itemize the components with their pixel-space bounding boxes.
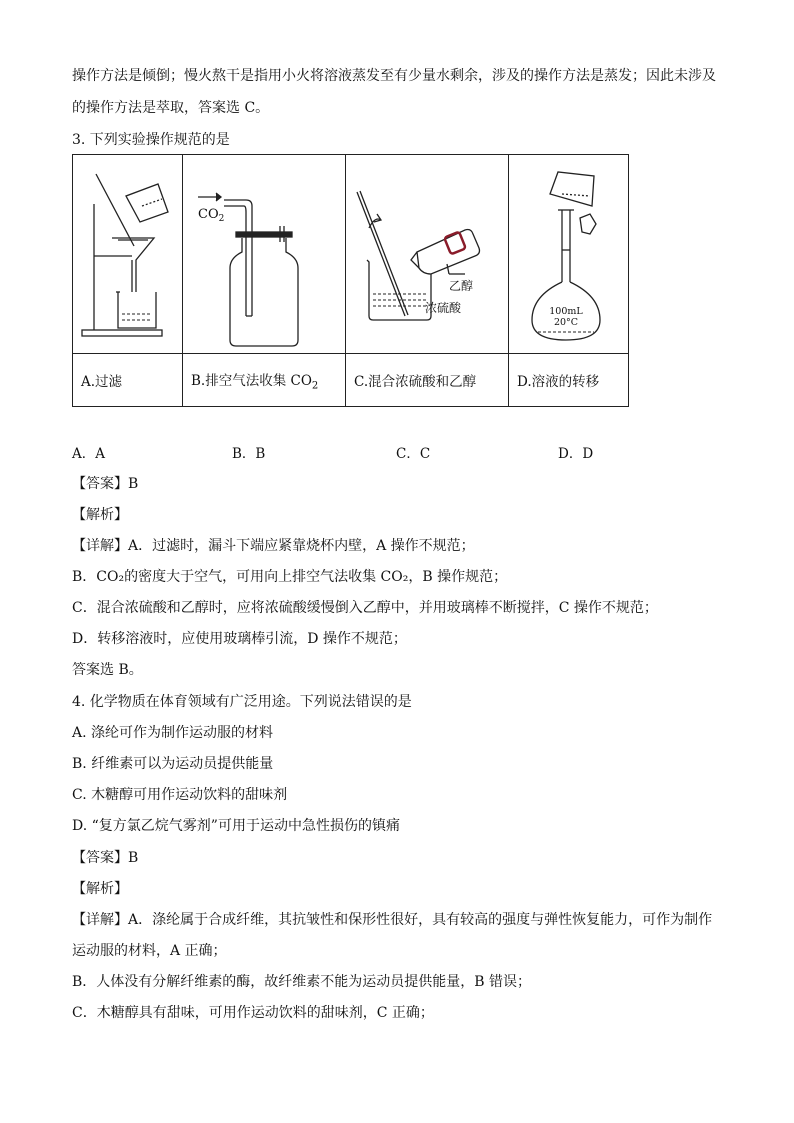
sulfuric-acid-label: 浓硫酸	[425, 301, 462, 315]
figure-b-gas-collection	[183, 155, 346, 354]
q3-analysis-title: 【解析】	[72, 507, 128, 523]
caption-b-subscript: 2	[311, 380, 319, 392]
q4-explain-line-1: 【详解】A．涤纶属于合成纤维，其抗皱性和保形性很好，具有较高的强度与弹性恢复能力，可作为制作	[72, 912, 713, 928]
q3-explain-line-3: C．混合浓硫酸和乙醇时，应将浓硫酸缓慢倒入乙醇中，并用玻璃棒不断搅拌，C 操作不规范；	[72, 600, 658, 616]
figure-c-mixing	[346, 155, 509, 354]
filtration-apparatus-icon	[74, 156, 182, 352]
q3-option-c: C．C	[396, 446, 431, 462]
caption-b-text: B.排空气法收集 CO	[191, 372, 312, 389]
volumetric-flask-icon	[510, 156, 628, 352]
q3-answer: 【答案】B	[72, 476, 139, 492]
q4-analysis-title: 【解析】	[72, 881, 128, 897]
mixing-apparatus-icon	[347, 156, 507, 352]
q3-explain-line-4: D．转移溶液时，应使用玻璃棒引流，D 操作不规范；	[72, 631, 407, 647]
question-3-options	[72, 444, 672, 464]
figure-a-filtration	[73, 155, 183, 354]
gas-bottle-apparatus-icon	[184, 156, 344, 352]
q4-answer: 【答案】B	[72, 850, 139, 866]
q3-explain-line-5: 答案选 B。	[72, 662, 143, 678]
question-4-stem: 4. 化学物质在体育领域有广泛用途。下列说法错误的是	[72, 694, 412, 710]
q3-option-b: B．B	[232, 446, 266, 462]
flask-volume-label: 100mL	[548, 306, 583, 317]
q3-explain-line-1: 【详解】A．过滤时，漏斗下端应紧靠烧杯内壁，A 操作不规范；	[72, 538, 475, 554]
question-3-table	[72, 154, 629, 407]
intro-line-1: 操作方法是倾倒；慢火熬干是指用小火将溶液蒸发至有少量水剩余，涉及的操作方法是蒸发；因此未涉及	[72, 68, 716, 84]
co2-subscript: 2	[218, 214, 225, 224]
q4-option-b: B. 纤维素可以为运动员提供能量	[72, 756, 274, 772]
q4-explain-line-3: B．人体没有分解纤维素的酶，故纤维素不能为运动员提供能量，B 错误；	[72, 974, 532, 990]
q4-option-d: D. “复方氯乙烷气雾剂”可用于运动中急性损伤的镇痛	[72, 818, 400, 834]
caption-a: A.过滤	[73, 354, 183, 407]
q4-explain-line-4: C．木糖醇具有甜味，可用作运动饮料的甜味剂，C 正确；	[72, 1005, 434, 1021]
question-3-stem: 3. 下列实验操作规范的是	[72, 132, 230, 148]
co2-label: CO	[198, 207, 219, 222]
ethanol-label: 乙醇	[449, 279, 474, 293]
q4-option-a: A. 涤纶可作为制作运动服的材料	[72, 725, 274, 741]
q4-option-c: C. 木糖醇可用作运动饮料的甜味剂	[72, 787, 288, 803]
intro-line-2: 的操作方法是萃取，答案选 C。	[72, 100, 270, 116]
figure-d-transfer	[509, 155, 629, 354]
q3-explain-line-2: B．CO₂的密度大于空气，可用向上排空气法收集 CO₂，B 操作规范；	[72, 569, 508, 585]
svg-text:CO2	[198, 207, 224, 224]
caption-b	[183, 354, 346, 407]
q3-option-a: A．A	[72, 446, 105, 462]
caption-d: D.溶液的转移	[509, 354, 629, 407]
caption-c: C.混合浓硫酸和乙醇	[346, 354, 509, 407]
q4-explain-line-2: 运动服的材料，A 正确；	[72, 943, 227, 959]
q3-option-d: D．D	[558, 446, 594, 462]
flask-temp-label: 20°C	[553, 317, 578, 328]
